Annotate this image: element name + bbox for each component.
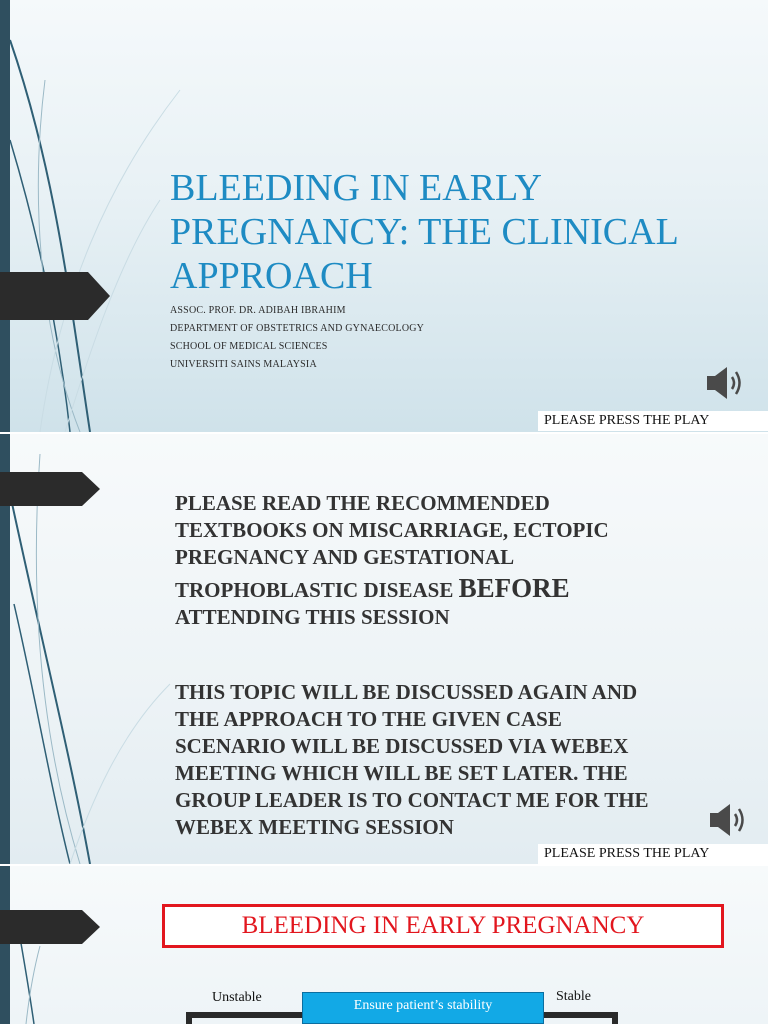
left-accent-bar [0,866,10,1024]
decorative-curves [0,866,120,1024]
arrow-tab-icon [0,272,110,320]
department-line: DEPARTMENT OF OBSTETRICS AND GYNAECOLOGY [170,323,425,334]
slide-3 [0,866,768,1024]
left-accent-bar [0,0,10,432]
arrow-tab-icon [0,910,100,944]
slide-title: BLEEDING IN EARLY PREGNANCY: THE CLINICAL APPROACH [170,167,679,297]
bullet-webex-meeting: THIS TOPIC WILL BE DISCUSSED AGAIN AND THE APPROACH TO THE GIVEN CASE SCENARIO WILL BE DISCUSSED VIA WEBEX MEETING WHICH WILL BE SET LATER. THE GROUP LEADER IS TO CONTACT ME FOR THE WEBEX MEETING SESSION [175,680,649,839]
slide-1 [0,0,768,432]
emphasis-before: BEFORE [458,573,570,603]
stable-label: Stable [556,989,591,1004]
author-line: ASSOC. PROF. DR. ADIBAH IBRAHIM [170,305,346,316]
speaker-icon[interactable] [708,800,748,840]
arrow-tab-icon [0,472,100,506]
university-line: UNIVERSITI SAINS MALAYSIA [170,359,317,370]
flowchart-title-banner: BLEEDING IN EARLY PREGNANCY [162,904,724,948]
play-note: PLEASE PRESS THE PLAY [538,411,768,431]
connector-right-down [612,1012,618,1024]
speaker-icon[interactable] [705,363,745,403]
unstable-label: Unstable [212,990,262,1005]
connector-left-down [186,1012,192,1024]
slide-2 [0,434,768,864]
play-note: PLEASE PRESS THE PLAY [538,844,768,864]
school-line: SCHOOL OF MEDICAL SCIENCES [170,341,328,352]
bullet-read-textbooks: PLEASE READ THE RECOMMENDED TEXTBOOKS ON MISCARRIAGE, ECTOPIC PREGNANCY AND GESTATIONAL TROPHOBLASTIC DISEASE BEFORE ATTENDING THIS SESSION [175,491,609,629]
connector-left [186,1012,302,1018]
connector-right [544,1012,618,1018]
ensure-stability-box: Ensure patient’s stability [302,992,544,1024]
